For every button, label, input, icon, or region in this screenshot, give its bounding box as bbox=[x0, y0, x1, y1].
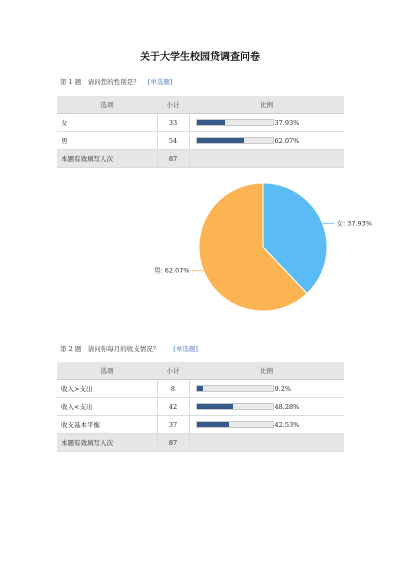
option-label: 收入<支出 bbox=[57, 398, 157, 416]
question-2-header bbox=[60, 344, 198, 353]
total-empty bbox=[189, 434, 344, 452]
option-count: 42 bbox=[157, 398, 189, 416]
ratio-percent: 9.2% bbox=[274, 384, 292, 393]
option-ratio bbox=[189, 398, 344, 416]
ratio-bar bbox=[196, 137, 274, 144]
total-label: 本题有效填写人次 bbox=[57, 150, 157, 168]
option-ratio bbox=[189, 380, 344, 398]
option-label: 男 bbox=[57, 132, 157, 150]
pie-label-1: 男: 62.07% bbox=[153, 266, 190, 275]
column-header-option: 选项 bbox=[57, 362, 157, 380]
ratio-bar-fill bbox=[197, 386, 204, 391]
table-row bbox=[57, 416, 344, 434]
question-1-table bbox=[57, 96, 344, 168]
total-label: 本题有效填写人次 bbox=[57, 434, 157, 452]
ratio-bar bbox=[196, 385, 274, 392]
option-count: 37 bbox=[157, 416, 189, 434]
option-count: 33 bbox=[157, 114, 189, 132]
table-header-row bbox=[57, 96, 344, 114]
column-header-option: 选项 bbox=[57, 96, 157, 114]
option-ratio bbox=[189, 132, 344, 150]
option-count: 54 bbox=[157, 132, 189, 150]
pie-slice-0 bbox=[263, 183, 327, 293]
ratio-bar bbox=[196, 421, 274, 428]
table-header-row bbox=[57, 362, 344, 380]
column-header-count: 小计 bbox=[157, 96, 189, 114]
question-2-table bbox=[57, 362, 344, 452]
table-row bbox=[57, 380, 344, 398]
ratio-bar-fill bbox=[197, 404, 234, 409]
option-ratio bbox=[189, 416, 344, 434]
ratio-percent: 48.28% bbox=[274, 402, 300, 411]
option-label: 女 bbox=[57, 114, 157, 132]
ratio-percent: 37.93% bbox=[274, 118, 300, 127]
option-label: 收支基本平衡 bbox=[57, 416, 157, 434]
pie-slice-1 bbox=[199, 183, 307, 311]
question-1-type: [单选题] bbox=[147, 78, 173, 86]
option-count: 8 bbox=[157, 380, 189, 398]
option-ratio bbox=[189, 114, 344, 132]
column-header-ratio: 比例 bbox=[189, 96, 344, 114]
table-total-row bbox=[57, 434, 344, 452]
ratio-bar-fill bbox=[197, 422, 229, 427]
ratio-bar bbox=[196, 403, 274, 410]
table-row bbox=[57, 398, 344, 416]
table-row bbox=[57, 132, 344, 150]
table-total-row bbox=[57, 150, 344, 168]
ratio-bar bbox=[196, 119, 274, 126]
column-header-ratio: 比例 bbox=[189, 362, 344, 380]
total-count: 87 bbox=[157, 150, 189, 168]
ratio-percent: 42.53% bbox=[274, 420, 300, 429]
ratio-bar-fill bbox=[197, 138, 244, 143]
question-2-type: [单选题] bbox=[173, 345, 198, 353]
total-empty bbox=[189, 150, 344, 168]
column-header-count: 小计 bbox=[157, 362, 189, 380]
table-row bbox=[57, 114, 344, 132]
survey-title: 关于大学生校园贷调查问卷 bbox=[140, 52, 260, 63]
pie-label-0: 女: 37.93% bbox=[336, 219, 373, 228]
question-2-text: 第 2 题 请问你每月的收支情况？ bbox=[60, 345, 160, 353]
total-count: 87 bbox=[157, 434, 189, 452]
question-1-text: 第 1 题 请问您的性别是？ bbox=[60, 78, 140, 86]
option-label: 收入>支出 bbox=[57, 380, 157, 398]
question-1-header bbox=[60, 77, 172, 86]
ratio-bar-fill bbox=[197, 120, 226, 125]
ratio-percent: 62.07% bbox=[274, 136, 300, 145]
